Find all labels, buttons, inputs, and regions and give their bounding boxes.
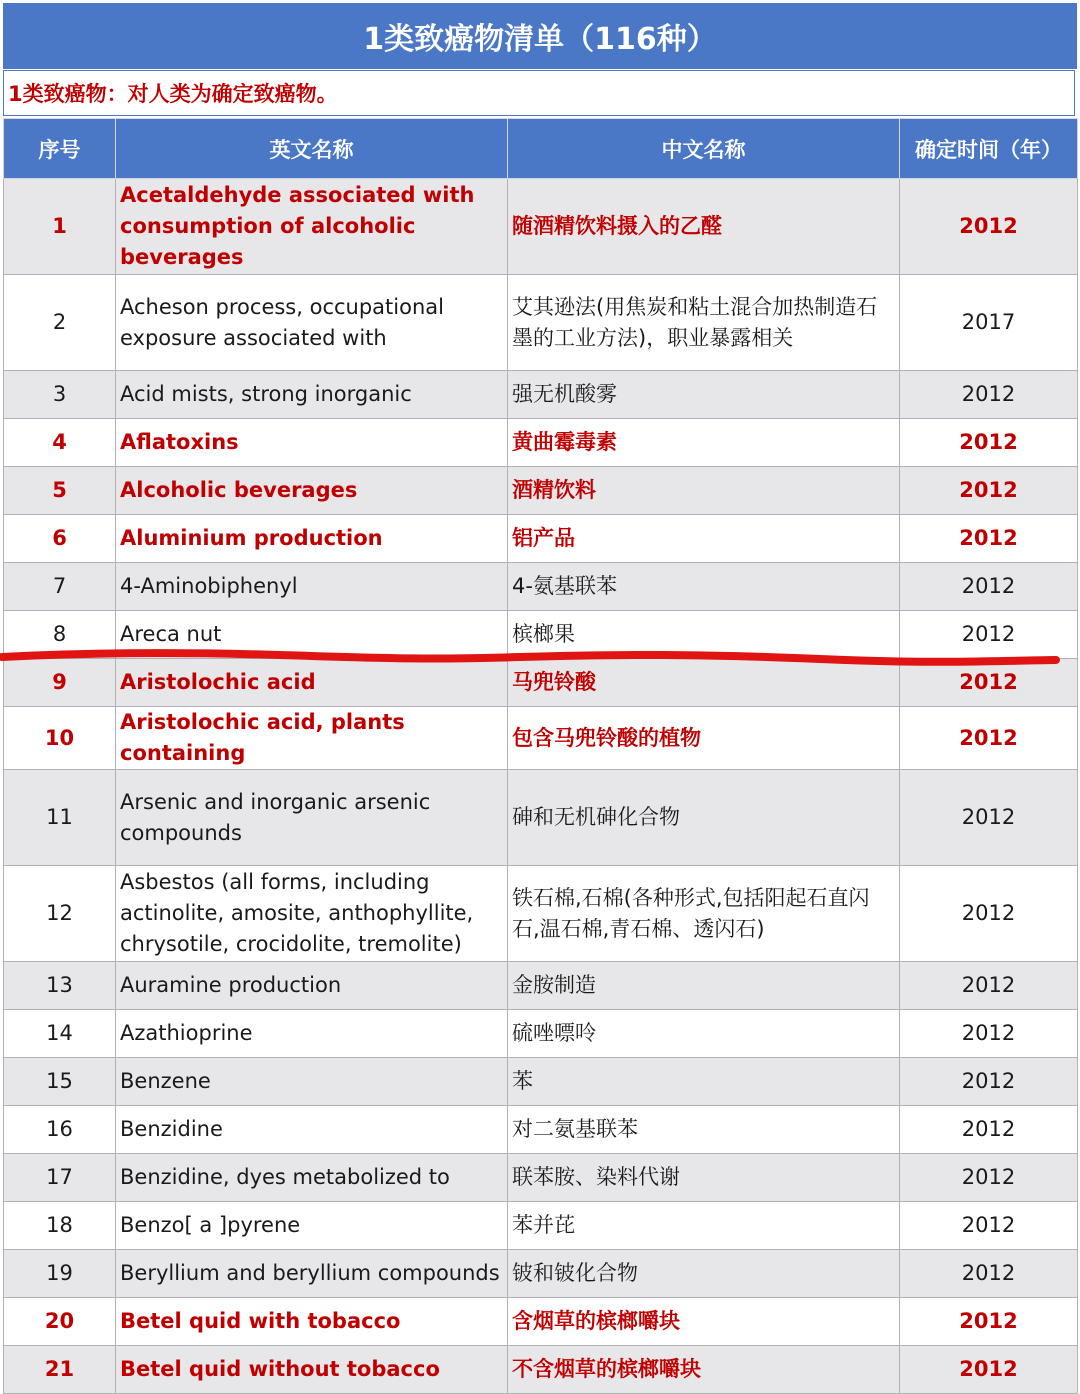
cell-row-number: 11 (4, 770, 116, 866)
header-number: 序号 (4, 119, 116, 179)
table-row (4, 467, 1078, 515)
cell-year: 2012 (900, 371, 1078, 419)
cell-chinese-name: 对二氨基联苯 (508, 1106, 900, 1154)
cell-year: 2012 (900, 770, 1078, 866)
cell-row-number: 20 (4, 1298, 116, 1346)
cell-year: 2012 (900, 962, 1078, 1010)
table-row (4, 1250, 1078, 1298)
cell-english-name: Benzene (116, 1058, 508, 1106)
cell-english-name: Azathioprine (116, 1010, 508, 1058)
cell-year: 2012 (900, 1010, 1078, 1058)
cell-english-name: Areca nut (116, 611, 508, 659)
cell-english-name: Acheson process, occupational exposure associated with (116, 275, 508, 371)
cell-year: 2012 (900, 866, 1078, 962)
cell-english-name: Betel quid without tobacco (116, 1346, 508, 1394)
cell-english-name: Benzo[ a ]pyrene (116, 1202, 508, 1250)
cell-chinese-name: 马兜铃酸 (508, 659, 900, 707)
cell-year: 2012 (900, 1154, 1078, 1202)
cell-chinese-name: 随酒精饮料摄入的乙醛 (508, 179, 900, 275)
cell-chinese-name: 苯 (508, 1058, 900, 1106)
cell-row-number: 3 (4, 371, 116, 419)
cell-row-number: 9 (4, 659, 116, 707)
cell-row-number: 10 (4, 707, 116, 770)
table-row (4, 1106, 1078, 1154)
cell-year: 2012 (900, 1346, 1078, 1394)
cell-chinese-name: 包含马兜铃酸的植物 (508, 707, 900, 770)
cell-chinese-name: 铍和铍化合物 (508, 1250, 900, 1298)
header-english-name: 英文名称 (116, 119, 508, 179)
cell-english-name: Acetaldehyde associated with consumption of alcoholic beverages (116, 179, 508, 275)
cell-year: 2012 (900, 515, 1078, 563)
cell-year: 2012 (900, 563, 1078, 611)
cell-english-name: 4-Aminobiphenyl (116, 563, 508, 611)
cell-english-name: Acid mists, strong inorganic (116, 371, 508, 419)
cell-row-number: 16 (4, 1106, 116, 1154)
cell-english-name: Arsenic and inorganic arsenic compounds (116, 770, 508, 866)
cell-english-name: Aristolochic acid, plants containing (116, 707, 508, 770)
cell-year: 2012 (900, 1202, 1078, 1250)
table-row (4, 179, 1078, 275)
cell-row-number: 8 (4, 611, 116, 659)
cell-english-name: Aristolochic acid (116, 659, 508, 707)
cell-year: 2012 (900, 1058, 1078, 1106)
cell-year: 2012 (900, 419, 1078, 467)
list-subtitle: 1类致癌物：对人类为确定致癌物。 (3, 70, 1075, 116)
cell-chinese-name: 苯并芘 (508, 1202, 900, 1250)
table-header-row (4, 119, 1078, 179)
header-chinese-name: 中文名称 (508, 119, 900, 179)
header-year: 确定时间（年） (900, 119, 1078, 179)
cell-row-number: 21 (4, 1346, 116, 1394)
cell-english-name: Auramine production (116, 962, 508, 1010)
table-row (4, 1154, 1078, 1202)
cell-english-name: Aflatoxins (116, 419, 508, 467)
table-row (4, 962, 1078, 1010)
cell-row-number: 5 (4, 467, 116, 515)
table-row (4, 275, 1078, 371)
cell-row-number: 13 (4, 962, 116, 1010)
table-row (4, 866, 1078, 962)
table-row (4, 1010, 1078, 1058)
table-row (4, 515, 1078, 563)
cell-year: 2012 (900, 1106, 1078, 1154)
cell-year: 2012 (900, 611, 1078, 659)
cell-year: 2017 (900, 275, 1078, 371)
cell-year: 2012 (900, 179, 1078, 275)
table-row (4, 1202, 1078, 1250)
carcinogen-table (3, 118, 1078, 1394)
cell-chinese-name: 强无机酸雾 (508, 371, 900, 419)
table-row (4, 659, 1078, 707)
cell-english-name: Alcoholic beverages (116, 467, 508, 515)
table-row (4, 563, 1078, 611)
cell-row-number: 4 (4, 419, 116, 467)
table-row (4, 611, 1078, 659)
cell-year: 2012 (900, 707, 1078, 770)
cell-chinese-name: 艾其逊法(用焦炭和粘土混合加热制造石墨的工业方法)，职业暴露相关 (508, 275, 900, 371)
cell-chinese-name: 铁石棉,石棉(各种形式,包括阳起石直闪石,温石棉,青石棉、透闪石) (508, 866, 900, 962)
cell-row-number: 6 (4, 515, 116, 563)
cell-english-name: Betel quid with tobacco (116, 1298, 508, 1346)
cell-english-name: Benzidine, dyes metabolized to (116, 1154, 508, 1202)
table-row (4, 371, 1078, 419)
cell-chinese-name: 联苯胺、染料代谢 (508, 1154, 900, 1202)
table-row (4, 1346, 1078, 1394)
cell-row-number: 1 (4, 179, 116, 275)
cell-english-name: Benzidine (116, 1106, 508, 1154)
cell-english-name: Aluminium production (116, 515, 508, 563)
cell-chinese-name: 硫唑嘌呤 (508, 1010, 900, 1058)
cell-english-name: Beryllium and beryllium compounds (116, 1250, 508, 1298)
cell-year: 2012 (900, 659, 1078, 707)
cell-chinese-name: 金胺制造 (508, 962, 900, 1010)
table-row (4, 1298, 1078, 1346)
cell-chinese-name: 酒精饮料 (508, 467, 900, 515)
cell-row-number: 14 (4, 1010, 116, 1058)
cell-year: 2012 (900, 1298, 1078, 1346)
cell-chinese-name: 铝产品 (508, 515, 900, 563)
cell-year: 2012 (900, 467, 1078, 515)
table-row (4, 707, 1078, 770)
table-body (4, 179, 1078, 1394)
cell-year: 2012 (900, 1250, 1078, 1298)
cell-chinese-name: 砷和无机砷化合物 (508, 770, 900, 866)
cell-row-number: 18 (4, 1202, 116, 1250)
table-row (4, 1058, 1078, 1106)
cell-chinese-name: 含烟草的槟榔嚼块 (508, 1298, 900, 1346)
cell-row-number: 2 (4, 275, 116, 371)
cell-english-name: Asbestos (all forms, including actinolite, amosite, anthophyllite, chrysotile, crocidolite, tremolite) (116, 866, 508, 962)
list-title: 1类致癌物清单（116种） (3, 3, 1077, 69)
cell-row-number: 15 (4, 1058, 116, 1106)
cell-row-number: 12 (4, 866, 116, 962)
cell-chinese-name: 黄曲霉毒素 (508, 419, 900, 467)
table-row (4, 770, 1078, 866)
cell-row-number: 7 (4, 563, 116, 611)
cell-chinese-name: 4-氨基联苯 (508, 563, 900, 611)
cell-chinese-name: 不含烟草的槟榔嚼块 (508, 1346, 900, 1394)
table-row (4, 419, 1078, 467)
cell-row-number: 17 (4, 1154, 116, 1202)
cell-chinese-name: 槟榔果 (508, 611, 900, 659)
cell-row-number: 19 (4, 1250, 116, 1298)
